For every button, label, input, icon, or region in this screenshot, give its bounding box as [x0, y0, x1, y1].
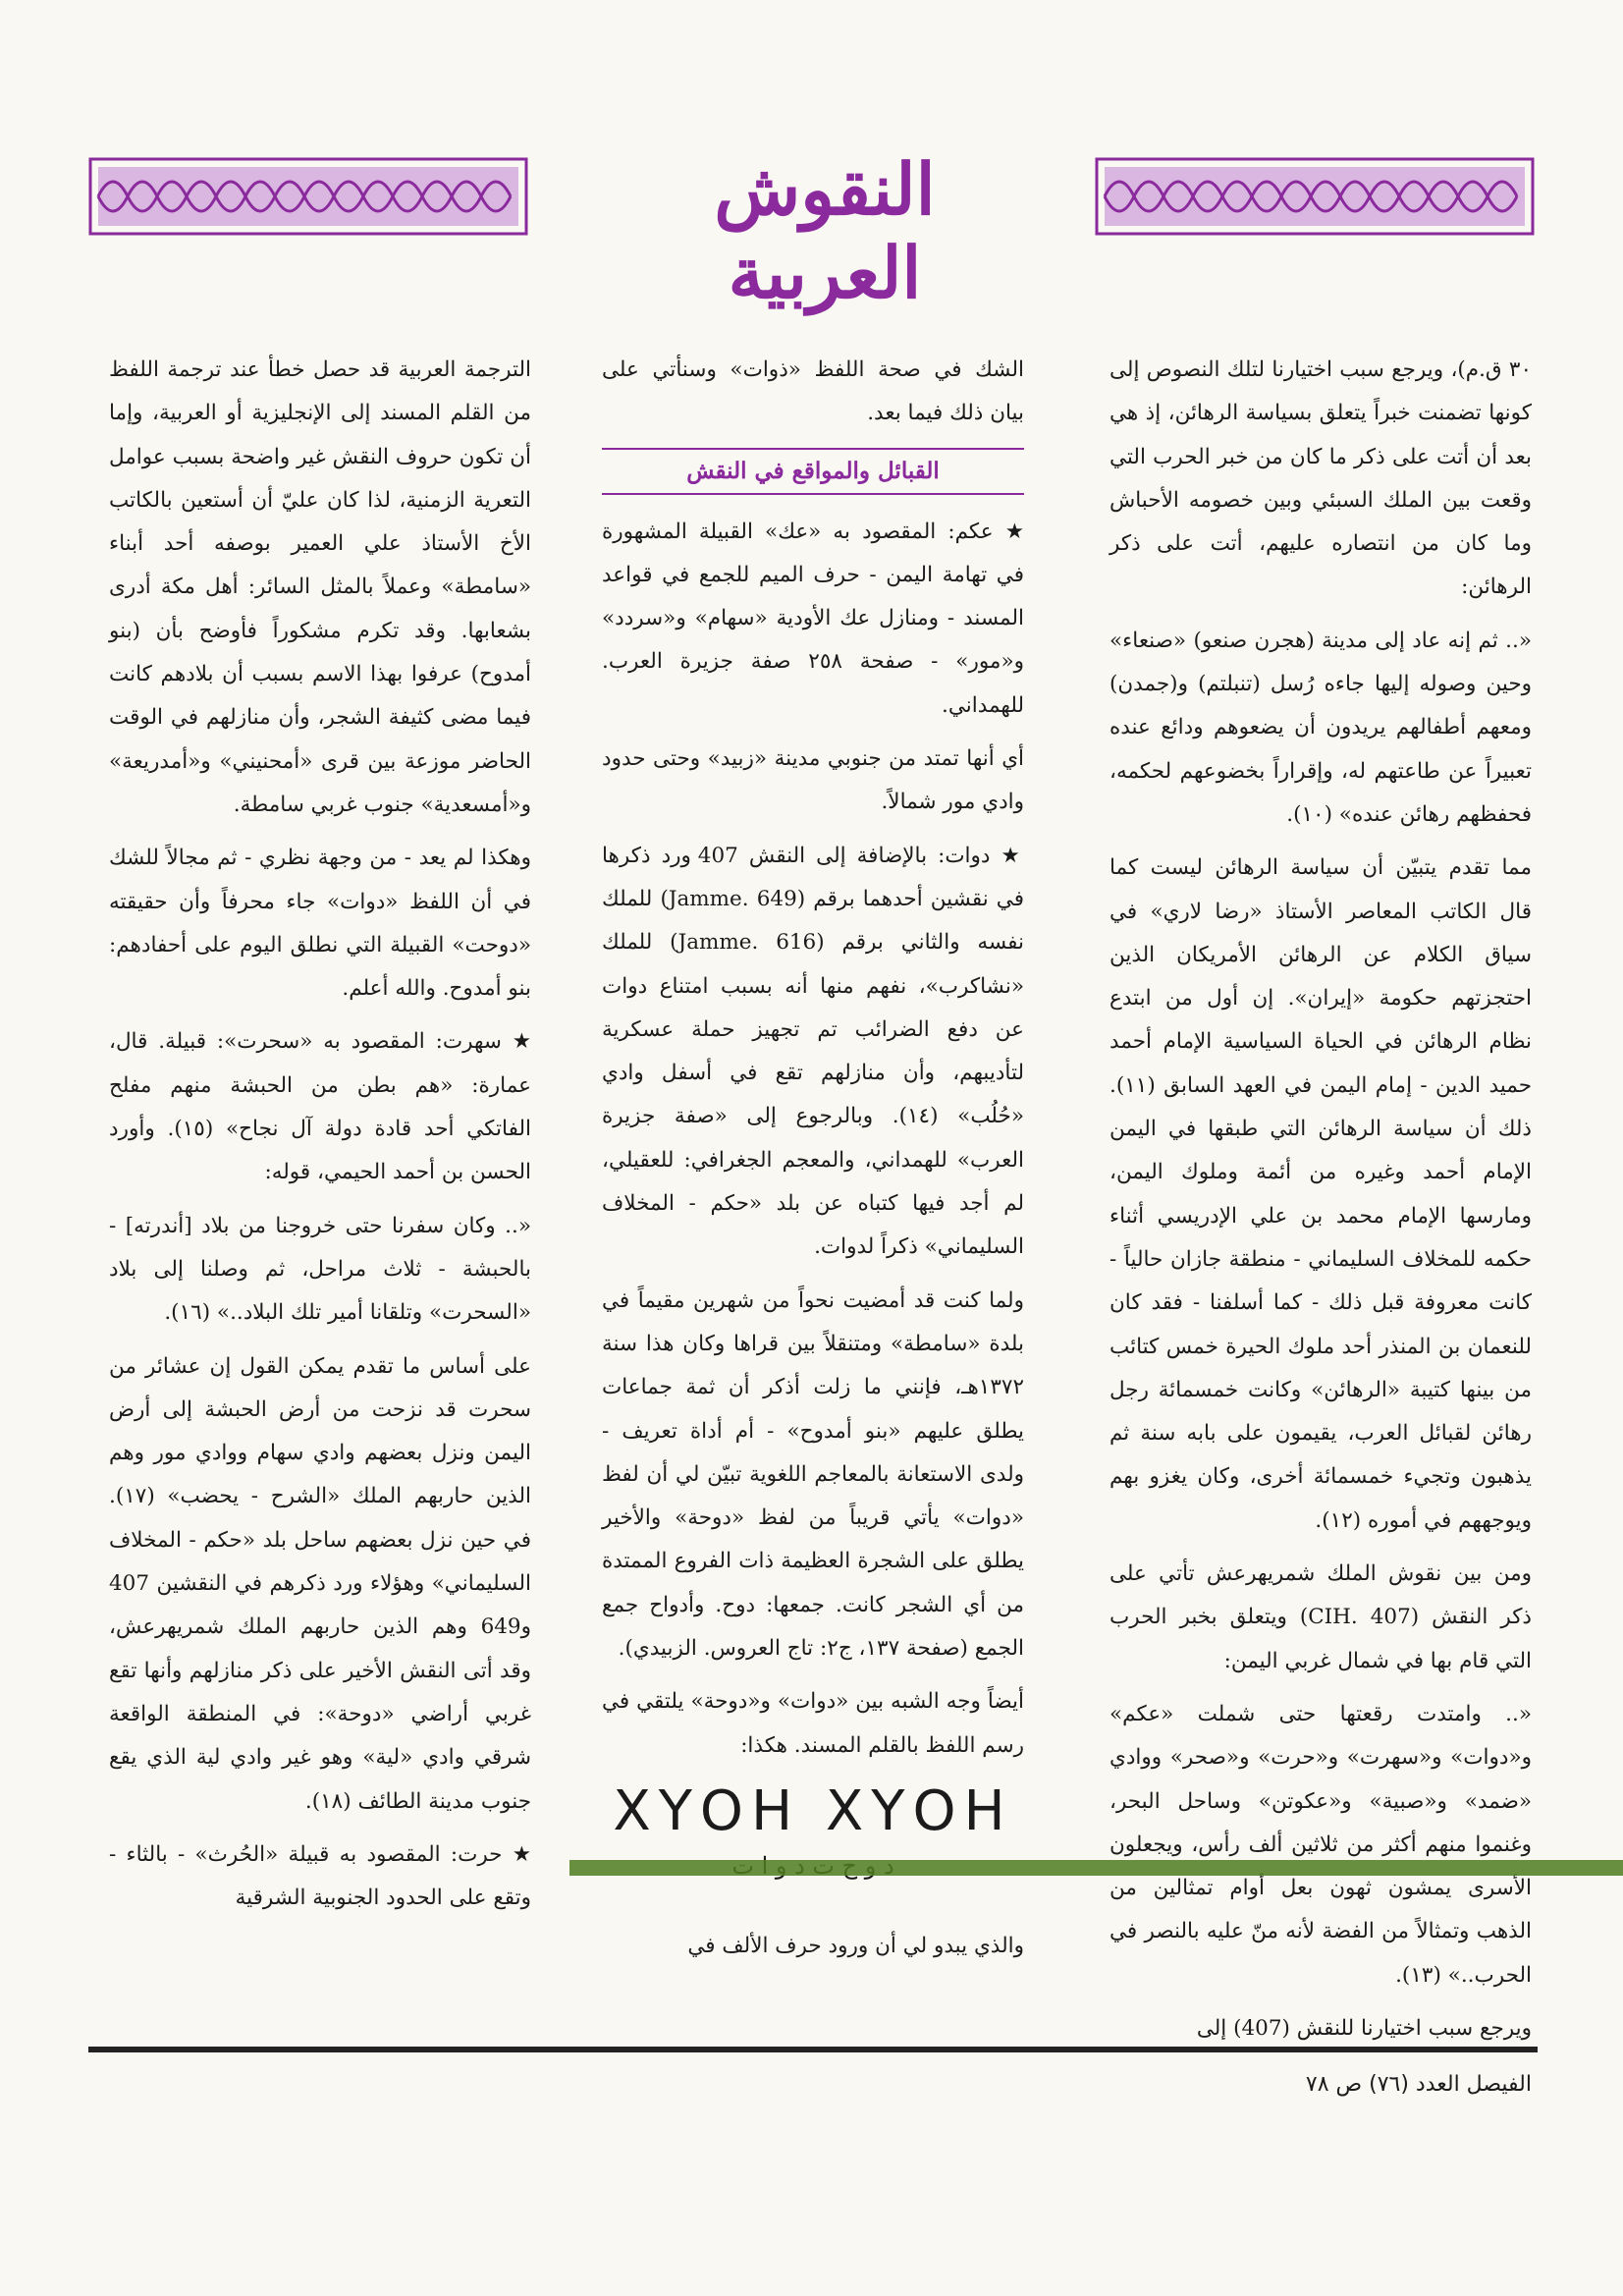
footer-rule	[88, 2047, 1538, 2052]
paragraph: «.. وكان سفرنا حتى خروجنا من بلاد [أندرته] - بالحبشة - ثلاث مراحل، ثم وصلنا إلى بلاد «السحرت» وتلقانا أمير تلك البلاد..» (١٦).	[109, 1213, 531, 1326]
page-footer: الفيصل العدد (٧٦) ص ٧٨	[1305, 2072, 1532, 2097]
paragraph: الترجمة العربية قد حصل خطأ عند ترجمة اللفظ من القلم المسند إلى الإنجليزية أو العربية، وإما أن تكون حروف النقش غير واضحة بسبب عوامل التعرية الزمنية، لذا كان عليّ أن أستعين بالكاتب الأخ الأستاذ علي العمير بوصفه أحد أبناء «سامطة» وعملاً بالمثل السائر: أهل مكة أدرى بشعابها. وقد تكرم مشكوراً فأوضح بأن (بنو أمدوح) عرفوا بهذا الاسم بسبب أن بلادهم كانت فيما مضى كثيفة الشجر، وأن منازلهم في الوقت الحاضر موزعة بين قرى «أمحنيني» و«أمدريعة» و«أمسعدية» جنوب غربي سامطة.	[109, 357, 531, 817]
paragraph: وهكذا لم يعد - من وجهة نظري - ثم مجالاً للشك في أن اللفظ «دوات» جاء محرفاً وأن حقيقته «دوحت» القبيلة التي نطلق اليوم على أحفادهم: بنو أمدوح. والله أعلم.	[109, 846, 531, 1002]
column-middle	[602, 349, 1024, 2028]
paragraph: «.. ثم إنه عاد إلى مدينة (هجرن صنعو) «صنعاء» وحين وصوله إليها جاءه رُسل (تنبلتم) و(جمدن) ومعهم أطفالهم يريدون أن يضعوهم ودائع عنده تعبيراً عن طاعتهم له، وإقراراً بخضوعهم لحكمه، فحفظهم رهائن عنده» (١٠).	[1109, 628, 1532, 827]
paragraph: ★ عكم: المقصود به «عك» القبيلة المشهورة في تهامة اليمن - حرف الميم للجمع في قواعد المسند - ومنازل عك الأودية «سهام» و«سردد» و«مور» - صفحة ٢٥٨ صفة جزيرة العرب. للهمداني.	[602, 519, 1024, 718]
paragraph: على أساس ما تقدم يمكن القول إن عشائر من سحرت قد نزحت من أرض الحبشة إلى أرض اليمن ونزل بعضهم وادي سهام ووادي مور وهم الذين حاربهم الملك «الشرح - يحضب» (١٧). في حين نزل بعضهم ساحل بلد «حكم - المخلاف السليماني» وهؤلاء ورد ذكرهم في النقشين 407 و649 وهم الذين حاربهم الملك شمريهرعش، وقد أتى النقش الأخير على ذكر منازلهم وأنها تقع غربي أراضي «دوحة»: في المنطقة الواقعة شرقي وادي «لية» وهو غير وادي لية الذي يقع جنوب مدينة الطائف (١٨).	[109, 1353, 531, 1814]
paragraph: «.. وامتدت رقعتها حتى شملت «عكم» و«دوات» و«سهرت» و«حرت» و«صحر» ووادي «ضمد» و«صبية» و«عكوتن» وساحل البحر، وغنموا منهم أكثر من ثلاثين ألف رأس، ويجعلون الأسرى يمشون ثهون بعل أوام تمثالين من الذهب وتمثالاً من الفضة لأنه منّ عليه بالنصر في الحرب..» (١٣).	[1109, 1701, 1532, 1988]
paragraph: أي أنها تمتد من جنوبي مدينة «زبيد» وحتى حدود وادي مور شمالاً.	[602, 746, 1024, 815]
paragraph: أيضاً وجه الشبه بين «دوات» و«دوحة» يلتقي في رسم اللفظ بالقلم المسند. هكذا:	[602, 1689, 1024, 1758]
scan-artifact-line	[569, 1860, 1623, 1876]
page-header	[0, 137, 1623, 314]
column-right	[1109, 349, 1533, 2041]
page-title: النقوش العربية	[714, 147, 936, 314]
section-heading: القبائل والمواقع في النقش	[602, 448, 1024, 495]
paragraph: مما تقدم يتبيّن أن سياسة الرهائن ليست كما قال الكاتب المعاصر الأستاذ «رضا لاري» في سياق الكلام عن الرهائن الأمريكان الذين احتجزتهم حكومة «إيران». إن أول من ابتدع نظام الرهائن في الحياة السياسية الإمام أحمد حميد الدين - إمام اليمن في العهد السابق (١١). ذلك أن سياسة الرهائن التي طبقها في اليمن الإمام أحمد وغيره من أئمة وملوك اليمن، ومارسها الإمام محمد بن علي الإدريسي أثناء حكمه للمخلاف السليماني - منطقة جازان حالياً - كانت معروفة قبل ذلك - كما أسلفنا - فقد كان للنعمان بن المنذر أحد ملوك الحيرة خمس كتائب من بينها كتيبة «الرهائن» وكانت خمسمائة رجل رهائن لقبائل العرب، يقيمون على بابه سنة ثم يذهبون وتجيء خمسمائة أخرى، وكان يغزو بهم ويوجههم في أموره (١٢).	[1109, 855, 1532, 1533]
decorative-border-right	[1095, 157, 1535, 236]
column-left	[109, 349, 531, 2028]
paragraph: والذي يبدو لي أن ورود حرف الألف في	[687, 1933, 1024, 1958]
paragraph: ★ سهرت: المقصود به «سحرت»: قبيلة. قال، عمارة: «هم بطن من الحبشة منهم مفلح الفاتكي أحد قادة دولة آل نجاح» (١٥). وأورد الحسن بن أحمد الحيمي، قوله:	[109, 1029, 531, 1185]
paragraph: ٣٠ ق.م)، ويرجع سبب اختيارنا لتلك النصوص إلى كونها تضمنت خبراً يتعلق بسياسة الرهائن، إذ هي بعد أن أتت على ذكر ما كان من خبر الحرب التي وقعت بين الملك السبئي وبين خصومه الأحباش وما كان من انتصاره عليهم، أتت على ذكر الرهائن:	[1109, 357, 1532, 600]
paragraph: الشك في صحة اللفظ «ذوات» وسنأتي على بيان ذلك فيما بعد.	[602, 357, 1024, 426]
musnad-inscription: ХҮОН ХҮОН	[613, 1778, 1013, 1843]
decorative-border-left	[88, 157, 528, 236]
paragraph: ومن بين نقوش الملك شمريهرعش تأتي على ذكر النقش (CIH. 407) ويتعلق بخبر الحرب التي قام بها في شمال غربي اليمن:	[1109, 1561, 1533, 1673]
paragraph: ويرجع سبب اختيارنا للنقش (407) إلى	[1196, 2015, 1532, 2041]
paragraph: ★ دوات: بالإضافة إلى النقش 407 ورد ذكرها في نقشين أحدهما برقم (Jamme. 649) للملك نفسه والثاني برقم (Jamme. 616) للملك «نشاكرب»، نفهم منها أنه بسبب امتناع دوات عن دفع الضرائب تم تجهيز حملة عسكرية لتأديبهم، وأن منازلهم تقع في أسفل وادي «حُلُب» (١٤). وبالرجوع إلى «صفة جزيرة العرب» للهمداني، والمعجم الجغرافي: للعقيلي، لم أجد فيها كتباه عن بلد «حكم - المخلاف السليماني» ذكراً لدوات.	[602, 843, 1025, 1260]
paragraph: ولما كنت قد أمضيت نحواً من شهرين مقيماً في بلدة «سامطة» ومتنقلاً بين قراها وكان هذا سنة ١٣٧٢هـ، فإنني ما زلت أذكر أن ثمة جماعات يطلق عليهم «بنو أمدوح» - أم أداة تعريف - ولدى الاستعانة بالمعاجم اللغوية تبيّن لي أن لفظ «دوات» يأتي قريباً من لفظ «دوحة» والأخير يطلق على الشجرة العظيمة ذات الفروع الممتدة من أي الشجر كانت. جمعها: دوح. وأدواح جمع الجمع (صفحة ١٣٧، ج٢: تاج العروس. الزبيدي).	[602, 1287, 1024, 1662]
paragraph: ★ حرت: المقصود به قبيلة «الحُرث» - بالثاء - وتقع على الحدود الجنوبية الشرقية	[109, 1841, 531, 1911]
